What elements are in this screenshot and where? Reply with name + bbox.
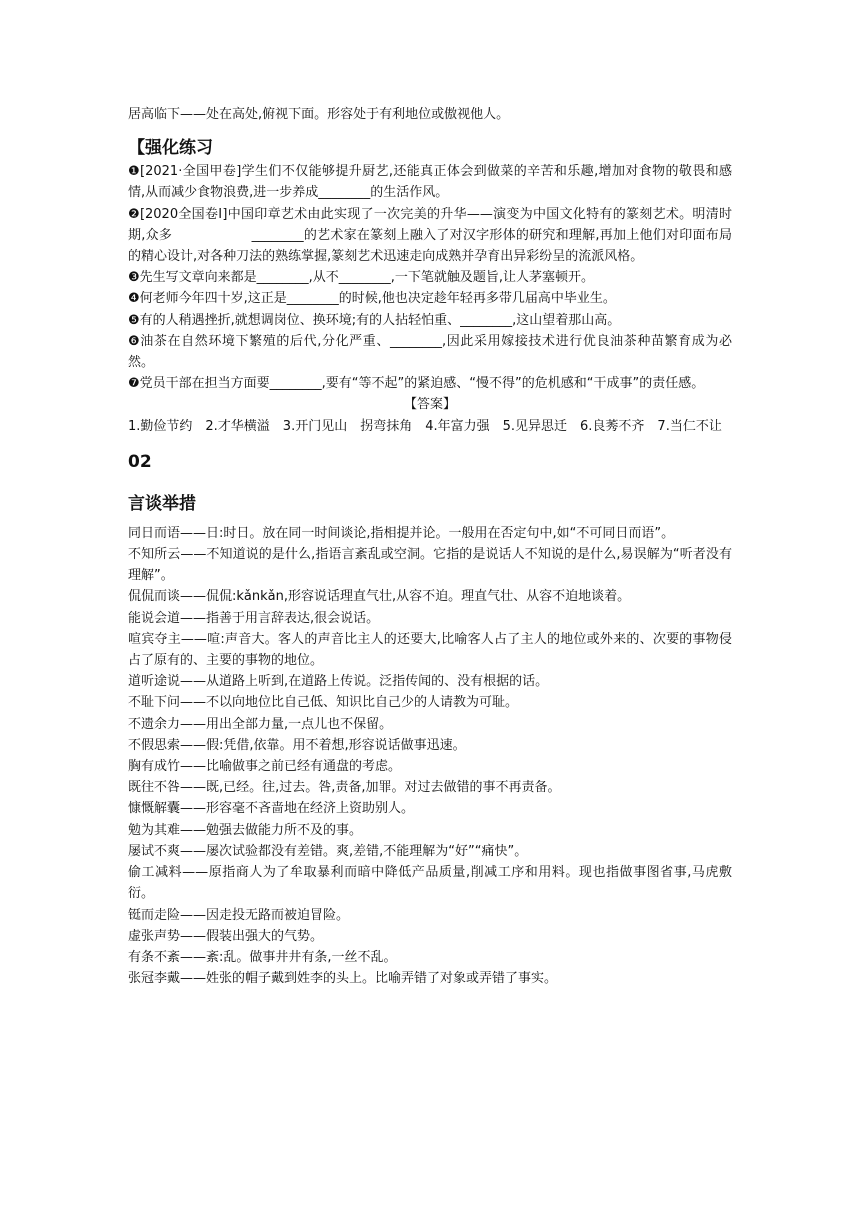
idiom-entry: 屡试不爽——屡次试验都没有差错。爽,差错,不能理解为“好”“痛快”。 <box>128 843 528 859</box>
answer-text: 1.勤俭节约 2.才华横溢 3.开门见山 拐弯抹角 4.年富力强 5.见异思迁 6.良莠不齐 7.当仁不让 <box>128 418 722 434</box>
practice-title: 【强化练习 <box>128 138 213 159</box>
idiom-entry: 侃侃而谈——侃侃:kǎnkǎn,形容说话理直气壮,从容不迫。理直气壮、从容不迫地谈着。 <box>128 589 631 605</box>
intro-line: 居高临下——处在高处,俯视下面。形容处于有利地位或傲视他人。 <box>128 107 510 122</box>
idiom-entry: 不知所云——不知道说的是什么,指语言紊乱或空洞。它指的是说话人不知说的是什么,易误解为“听者没有理解”。 <box>128 547 732 584</box>
idiom-entry: 虚张声势——假装出强大的气势。 <box>128 928 324 944</box>
practice-item-5: ❺有的人稍遇挫折,就想调岗位、换环境;有的人拈轻怕重、________,这山望着那山高。 <box>128 312 621 328</box>
idiom-entry: 有条不紊——紊:乱。做事井井有条,一丝不乱。 <box>128 949 397 965</box>
idiom-entry: 铤而走险——因走投无路而被迫冒险。 <box>128 907 350 923</box>
practice-item-7: ❼党员干部在担当方面要________,要有“等不起”的紧迫感、“慢不得”的危机感和“干成事”的责任感。 <box>128 376 705 392</box>
practice-list <box>128 161 732 394</box>
idiom-entry: 偷工减料——原指商人为了牟取暴利而暗中降低产品质量,削减工序和用料。现也指做事图省事,马虎敷衍。 <box>128 865 732 902</box>
idiom-entry: 不耻下问——不以向地位比自己低、知识比自己少的人请教为可耻。 <box>128 695 519 711</box>
practice-item-2: ❷[2020全国卷Ⅰ]中国印章艺术由此实现了一次完美的升华——演变为中国文化特有的篆刻艺术。明清时期,众多 ________的艺术家在篆刻上融入了对汉字形体的研究和理解,再加上他们对印面布局的精心设计,对各种刀法的熟练掌握,篆刻艺术迅速走向成熟并孕育出异彩纷呈的流派风格。 <box>128 206 732 265</box>
practice-item-4: ❹何老师今年四十岁,这正是________的时候,他也决定趁年轻再多带几届高中毕业生。 <box>128 291 616 307</box>
idiom-entry: 不遗余力——用出全部力量,一点儿也不保留。 <box>128 716 393 732</box>
practice-item-6: ❻油茶在自然环境下繁殖的后代,分化严重、________,因此采用嫁接技术进行优良油茶种苗繁育成为必然。 <box>128 333 732 371</box>
idiom-entry: 胸有成竹——比喻做事之前已经有通盘的考虑。 <box>128 759 402 775</box>
idiom-entry: 喧宾夺主——喧:声音大。客人的声音比主人的还要大,比喻客人占了主人的地位或外来的、次要的事物侵占了原有的、主要的事物的地位。 <box>128 631 732 669</box>
practice-item-1: ❶[2021·全国甲卷]学生们不仅能够提升厨艺,还能真正体会到做菜的辛苦和乐趣,增加对食物的敬畏和感情,从而减少食物浪费,进一步养成________的生活作风。 <box>128 164 732 201</box>
chapter-title: 言谈举措 <box>128 493 196 514</box>
idiom-entry: 能说会道——指善于用言辞表达,很会说话。 <box>128 610 380 626</box>
practice-section <box>128 135 732 437</box>
idiom-entry: 张冠李戴——姓张的帽子戴到姓李的头上。比喻弄错了对象或弄错了事实。 <box>128 971 558 987</box>
idiom-list <box>128 523 732 989</box>
idiom-entry: 既往不咎——既,已经。往,过去。咎,责备,加罪。对过去做错的事不再责备。 <box>128 780 561 796</box>
practice-item-3: ❸先生写文章向来都是________,从不________,一下笔就触及题旨,让人茅塞顿开。 <box>128 270 595 286</box>
chapter-number: 02 <box>128 451 152 472</box>
idiom-entry: 慷慨解囊——形容毫不吝啬地在经济上资助别人。 <box>128 801 415 817</box>
page-content <box>128 104 732 989</box>
idiom-entry: 道听途说——从道路上听到,在道路上传说。泛指传闻的、没有根据的话。 <box>128 674 549 690</box>
idiom-entry: 不假思索——假:凭借,依靠。用不着想,形容说话做事迅速。 <box>128 737 466 753</box>
idiom-entry: 勉为其难——勉强去做能力所不及的事。 <box>128 822 363 838</box>
idiom-entry: 同日而语——日:时日。放在同一时间谈论,指相提并论。一般用在否定句中,如“不可同日而语”。 <box>128 525 675 541</box>
answer-label: 【答案】 <box>403 397 456 413</box>
